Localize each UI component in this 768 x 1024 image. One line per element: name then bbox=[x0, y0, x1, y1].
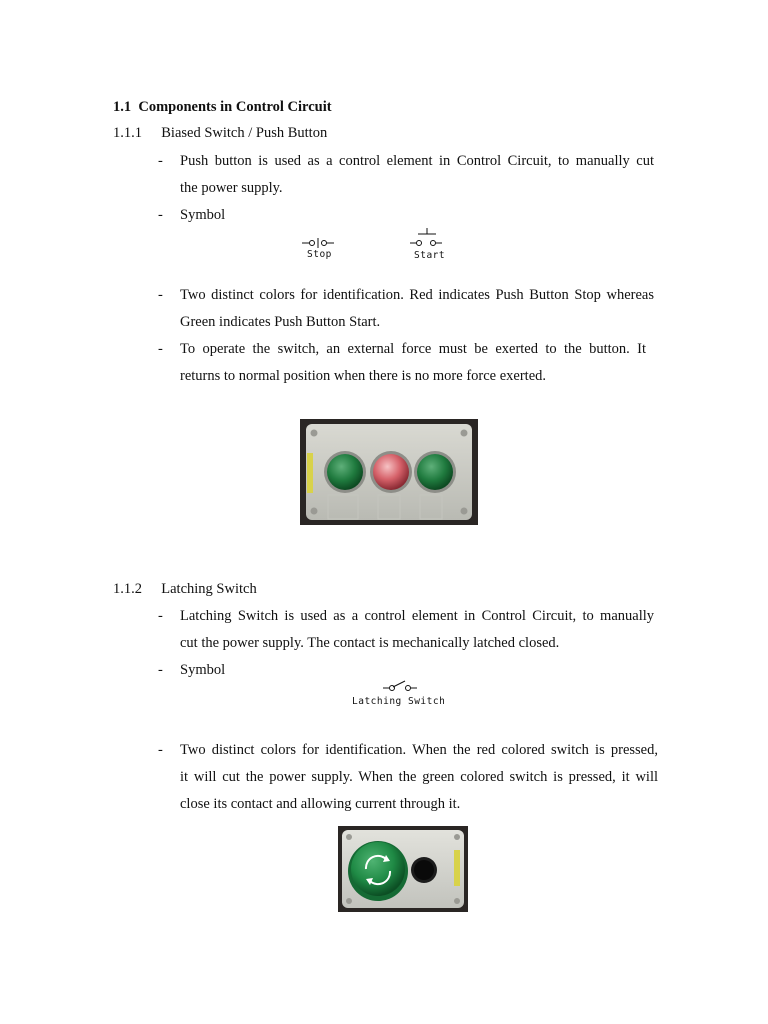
bullet-dash: - bbox=[158, 742, 163, 758]
bullet-line: it will cut the power supply. When the green colored switch is pressed, it will bbox=[180, 769, 658, 785]
bullet-line: Latching Switch is used as a control element in Control Circuit, to manually bbox=[180, 608, 654, 624]
latching-switch-symbol-icon bbox=[381, 679, 421, 695]
subsection-title: Biased Switch / Push Button bbox=[161, 125, 328, 141]
bullet-line: cut the power supply. The contact is mechanically latched closed. bbox=[180, 635, 560, 651]
section-number: 1.1 bbox=[113, 99, 132, 115]
bullet-line: Green indicates Push Button Start. bbox=[180, 314, 381, 330]
bullet-line: Two distinct colors for identification. When the red colored switch is pressed, bbox=[180, 742, 658, 758]
bullet-line: returns to normal position when there is no more force exerted. bbox=[180, 368, 547, 384]
bullet-text bbox=[180, 768, 658, 786]
section-title: Components in Control Circuit bbox=[138, 99, 332, 115]
subsection-title: Latching Switch bbox=[161, 581, 257, 597]
stop-symbol-icon bbox=[300, 234, 340, 250]
bullet-dash: - bbox=[158, 207, 163, 223]
push-button-box-photo bbox=[300, 419, 478, 525]
bullet-dash: - bbox=[158, 662, 163, 678]
bullet-line: Two distinct colors for identification. Red indicates Push Button Stop whereas bbox=[180, 287, 654, 303]
bullet-text bbox=[180, 286, 654, 304]
start-symbol-label: Start bbox=[414, 250, 446, 261]
stop-symbol-label: Stop bbox=[307, 249, 332, 260]
bullet-line: the power supply. bbox=[180, 180, 283, 196]
section-heading bbox=[113, 98, 332, 116]
bullet-dash: - bbox=[158, 153, 163, 169]
bullet-text bbox=[180, 741, 658, 759]
bullet-dash: - bbox=[158, 287, 163, 303]
subsection-heading-2 bbox=[113, 580, 257, 598]
bullet-line: Push button is used as a control element in Control Circuit, to manually cut bbox=[180, 153, 654, 169]
bullet-dash: - bbox=[158, 608, 163, 624]
bullet-text bbox=[180, 152, 654, 170]
bullet-line: close its contact and allowing current through it. bbox=[180, 796, 461, 812]
subsection-heading-1 bbox=[113, 124, 327, 142]
start-symbol-icon bbox=[408, 226, 448, 250]
subsection-number: 1.1.1 bbox=[113, 125, 142, 141]
latching-switch-symbol-label: Latching Switch bbox=[352, 696, 446, 707]
bullet-text bbox=[180, 607, 654, 625]
bullet-line: To operate the switch, an external force must be exerted to the button. It bbox=[180, 341, 646, 357]
bullet-dash: - bbox=[158, 341, 163, 357]
latching-switch-box-photo bbox=[338, 826, 468, 912]
subsection-number: 1.1.2 bbox=[113, 581, 142, 597]
bullet-text bbox=[180, 340, 646, 358]
bullet-text: Symbol bbox=[180, 207, 226, 223]
bullet-text: Symbol bbox=[180, 662, 226, 678]
